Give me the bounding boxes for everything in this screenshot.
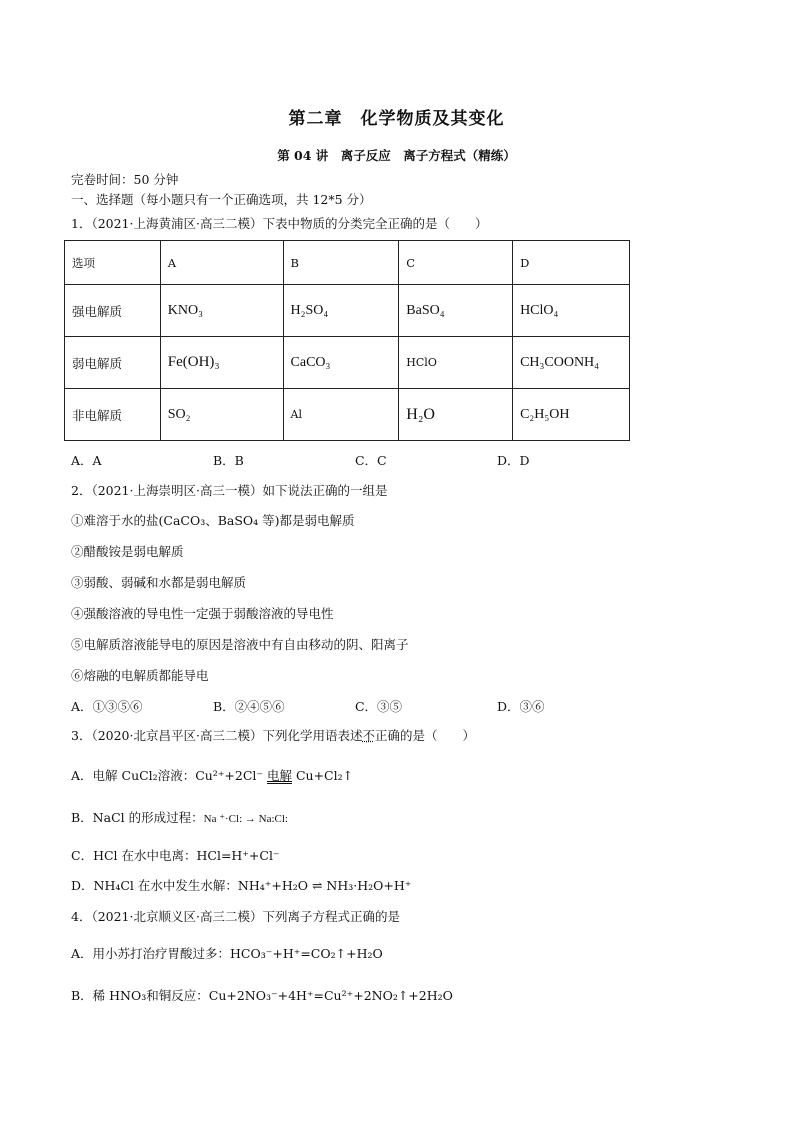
row-label: 强电解质 (65, 285, 161, 337)
table-cell: SO₂ (160, 389, 283, 441)
q2-statement: ③弱酸、弱碱和水都是弱电解质 (71, 575, 247, 590)
q4-stem: 4．（2021·北京顺义区·高三二模）下列离子方程式正确的是 (71, 909, 400, 924)
option-b-text: B．NaCl 的形成过程： (71, 810, 204, 825)
option-c[interactable]: C．C (354, 453, 387, 468)
option-d[interactable]: D．D (496, 453, 530, 468)
exam-time: 完卷时间：50 分钟 (71, 172, 179, 187)
option-a[interactable]: A．①③⑤⑥ (71, 699, 143, 714)
q2-stem: 2．（2021·上海崇明区·高三一模）如下说法正确的一组是 (71, 483, 388, 498)
table-cell: CH₃COONH₄ (513, 337, 630, 389)
table-cell: BaSO₄ (399, 285, 513, 337)
table-row (65, 389, 630, 441)
table-header-cell: A (160, 241, 283, 285)
table-cell: Fe(OH)₃ (160, 337, 283, 389)
row-label: 弱电解质 (65, 337, 161, 389)
q3-option-c[interactable]: C．HCl 在水中电离：HCl=H⁺+Cl⁻ (71, 848, 280, 863)
chapter-title: 第二章 化学物质及其变化 (288, 109, 505, 129)
q2-statement: ⑤电解质溶液能导电的原因是溶液中有自由移动的阴、阳离子 (71, 637, 409, 652)
lesson-subtitle: 第 04 讲 离子反应 离子方程式（精练） (277, 148, 516, 163)
table-header-cell: B (283, 241, 399, 285)
q2-statement: ⑥熔融的电解质都能导电 (71, 668, 209, 683)
q2-statement: ④强酸溶液的导电性一定强于弱酸溶液的导电性 (71, 606, 334, 621)
classification-table (64, 240, 630, 441)
option-c[interactable]: C．③⑤ (354, 699, 403, 714)
q3-stem-text: 3．（2020·北京昌平区·高三二模）下列化学用语表述 (71, 728, 363, 743)
table-header-cell: 选项 (65, 241, 161, 285)
option-a[interactable]: A．A (71, 453, 102, 468)
option-d[interactable]: D．③⑥ (496, 699, 545, 714)
emphasis-mark: 不 (362, 728, 375, 743)
q3-option-a[interactable] (71, 766, 353, 784)
option-b[interactable]: B．B (212, 453, 244, 468)
q2-statement: ①难溶于水的盐(CaCO₃、BaSO₄ 等)都是弱电解质 (71, 513, 355, 528)
table-header-cell: D (513, 241, 630, 285)
option-a-product: Cu+Cl₂↑ (292, 768, 354, 783)
q3-stem (71, 726, 475, 744)
table-row (65, 337, 630, 389)
q4-option-a[interactable]: A．用小苏打治疗胃酸过多：HCO₃⁻+H⁺=CO₂↑+H₂O (71, 946, 383, 961)
q3-option-b[interactable] (71, 808, 288, 826)
option-a-text: A．电解 CuCl₂溶液：Cu²⁺+2Cl⁻ (71, 768, 267, 783)
option-b[interactable]: B．②④⑤⑥ (212, 699, 285, 714)
table-header-cell: C (399, 241, 513, 285)
q2-options (71, 697, 635, 715)
table-row (65, 285, 630, 337)
table-cell: H₂O (399, 389, 513, 441)
electrolysis-condition: 电解 (266, 768, 292, 783)
table-cell: Al (283, 389, 399, 441)
q2-statement: ②醋酸铵是弱电解质 (71, 544, 184, 559)
table-header-row (65, 241, 630, 285)
table-cell: C₂H₅OH (513, 389, 630, 441)
row-label: 非电解质 (65, 389, 161, 441)
table-cell: KNO₃ (160, 285, 283, 337)
q3-stem-text: 正确的是（ ） (374, 728, 475, 743)
table-cell: CaCO₃ (283, 337, 399, 389)
section-heading: 一、选择题（每小题只有一个正确选项，共 12*5 分） (71, 192, 372, 207)
q1-stem: 1．（2021·上海黄浦区·高三二模）下表中物质的分类完全正确的是（ ） (71, 216, 488, 231)
q3-option-d[interactable]: D．NH₄Cl 在水中发生水解：NH₄⁺+H₂O ⇌ NH₃·H₂O+H⁺ (71, 878, 412, 893)
table-cell: HClO (399, 337, 513, 389)
electron-dot-formula: Na ⁺·Cl: → Na:Cl: (203, 813, 288, 825)
q4-option-b[interactable]: B．稀 HNO₃和铜反应：Cu+2NO₃⁻+4H⁺=Cu²⁺+2NO₂↑+2H₂O (71, 988, 453, 1003)
table-cell: H₂SO₄ (283, 285, 399, 337)
q1-options (71, 451, 635, 469)
table-cell: HClO₄ (513, 285, 630, 337)
